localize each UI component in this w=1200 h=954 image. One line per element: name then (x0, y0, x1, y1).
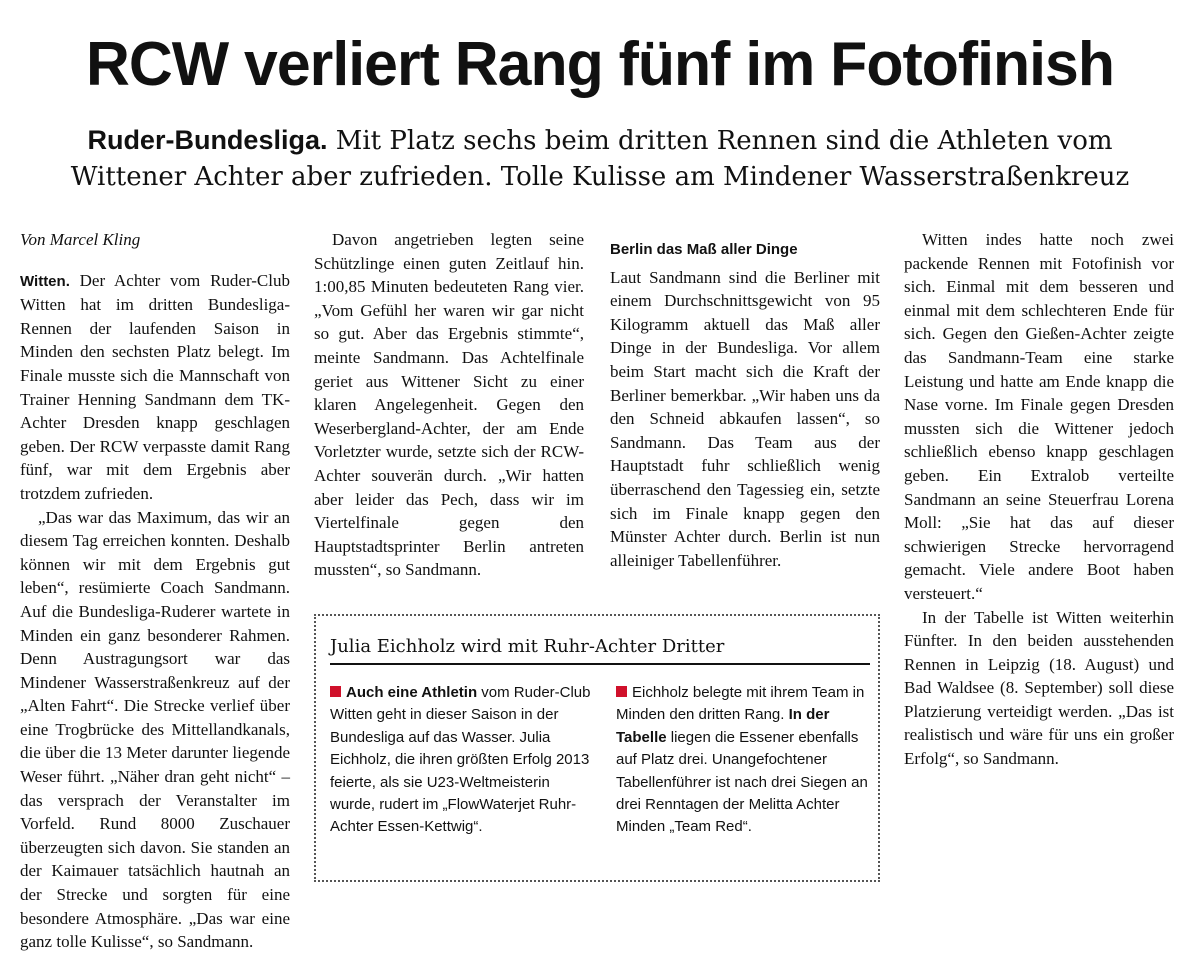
info-box-column-left (330, 682, 592, 839)
deck-kicker: Ruder-Bundesliga. (87, 125, 328, 155)
red-square-icon (616, 686, 627, 697)
article-column-4 (904, 228, 1174, 771)
paragraph-3: Davon angetrieben legten seine Schützlinge einen guten Zeitlauf hin. 1:00,85 Minuten bedeuteten Rang vier. „Vom Gefühl her waren wir gar nicht so gut. Aber das Ergebnis stimmte“, meinte Sandmann. Das Achtelfinale geriet aus Wittener Sicht zu einer klaren Angelegenheit. Gegen den Weserbergland-Achter, der am Ende Vorletzter wurde, setzte sich der RCW-Achter souverän durch. „Wir hatten aber leider das Pech, dass wir im Viertelfinale gegen den Hauptstadtsprinter Berlin antreten mussten“, so Sandmann. (314, 230, 584, 580)
info-box-left-lead: Auch eine Athletin (346, 684, 478, 701)
info-box-right-body-1: Eichholz belegte mit ihrem Team in Minden den dritten Rang. (616, 684, 865, 724)
info-box-right-text (616, 682, 878, 839)
info-box-title: Julia Eichholz wird mit Ruhr-Achter Dritter (330, 634, 870, 665)
article-column-1 (20, 228, 290, 952)
info-box-right-bold: In der Tabelle (616, 706, 830, 746)
info-box-left-text (330, 682, 592, 839)
deck (30, 122, 1170, 195)
paragraph-1 (20, 269, 290, 506)
red-square-icon (330, 686, 341, 697)
info-box-column-right (616, 682, 878, 839)
dateline: Witten. (20, 272, 70, 290)
deck-text: Mit Platz sechs beim dritten Rennen sind die Athleten vom Wittener Achter aber zufrieden. Tolle Kulisse am Mindener Wasserstraßenkreuz (70, 126, 1130, 192)
paragraph-5: Witten indes hatte noch zwei packende Rennen mit Fotofinish vor sich. Einmal mit dem besseren und einmal mit dem schlechteren Ende für sich. Gegen den Gießen-Achter zeigte das Sandmann-Team eine starke Leistung und hatte am Ende knapp die Nase vorne. Im Finale gegen Dresden mussten sich die Wittener jedoch schließlich ebenso knapp geschlagen geben. Ein Extralob verteilte Sandmann an seine Steuerfrau Lorena Moll: „Sie hat das auf dieser schwierigen Strecke hervorragend gemacht. Viele andere Boot haben versteuert.“ (904, 230, 1174, 603)
paragraph-6: In der Tabelle ist Witten weiterhin Fünfter. In den beiden ausstehenden Rennen in Leipzig (18. August) und Bad Waldsee (8. September) soll diese Platzierung verteidigt werden. „Das ist realistisch und wäre für uns ein großer Erfolg“, so Sandmann. (904, 607, 1174, 769)
paragraph-2: „Das war das Maximum, das wir an diesem Tag erreichen konnten. Deshalb können wir mit dem Ergebnis gut leben“, resümierte Coach Sandmann. Auf die Bundesliga-Ruderer wartete in Minden ein ganz besonderer Rahmen. Denn Austragungsort war das Mindener Wasserstraßenkreuz auf der „Alten Fahrt“. Die Strecke verlief über eine Trogbrücke des Mittellandkanals, die über die 13 Meter darunter liegende Weser führt. „Näher dran geht nicht“ – das versprach der Veranstalter im Vorfeld. Rund 8000 Zuschauer überzeugten sich davon. Sie standen an der Kaimauer tatsächlich hautnah an der Strecke und sorgten für eine besondere Atmosphäre. „Das war eine ganz tolle Kulisse“, so Sandmann. (20, 507, 290, 952)
article-column-3 (610, 228, 880, 572)
info-box-left-body: vom Ruder-Club Witten geht in dieser Saison in der Bundesliga auf das Wasser. Julia Eichholz, die ihren größten Erfolg 2013 feierte, als sie U23-Weltmeisterin wurde, rudert im „FlowWaterjet Ruhr-Achter Essen-Kettwig“. (330, 684, 591, 836)
subhead: Berlin das Maß aller Dinge (610, 241, 798, 258)
headline: RCW verliert Rang fünf im Fotofinish (85, 30, 1114, 99)
info-box-right-body-2: liegen die Essener ebenfalls auf Platz drei. Unangefochtener Tabellenführer ist nach drei Siegen an drei Renntagen der Melitta Achter Minden „Team Red“. (616, 728, 868, 836)
paragraph-4: Laut Sandmann sind die Berliner mit einem Durchschnittsgewicht von 95 Kilogramm aktuell das Maß aller Dinge in der Bundesliga. Vor allem beim Start macht sich die Kraft der Berliner bemerkbar. „Wir haben uns da den Schneid abkaufen lassen“, so Sandmann. Das Team aus der Hauptstadt fuhr schließlich wenig überraschend den Tagessieg ein, setzte sich im Finale knapp gegen den Münster Achter durch. Berlin ist nun alleiniger Tabellenführer. (610, 267, 880, 570)
paragraph-1-text: Der Achter vom Ruder-Club Witten hat im dritten Bundesliga-Rennen der laufenden Saison in Minden den sechsten Platz belegt. Im Finale musste sich die Mannschaft von Trainer Henning Sandmann dem TK-Achter Dresden knapp geschlagen geben. Der RCW verpasste damit Rang fünf, war mit dem Ergebnis aber trotzdem zufrieden. (20, 270, 290, 503)
article-column-2 (314, 228, 584, 582)
byline: Von Marcel Kling (20, 230, 141, 249)
info-box (314, 614, 880, 882)
